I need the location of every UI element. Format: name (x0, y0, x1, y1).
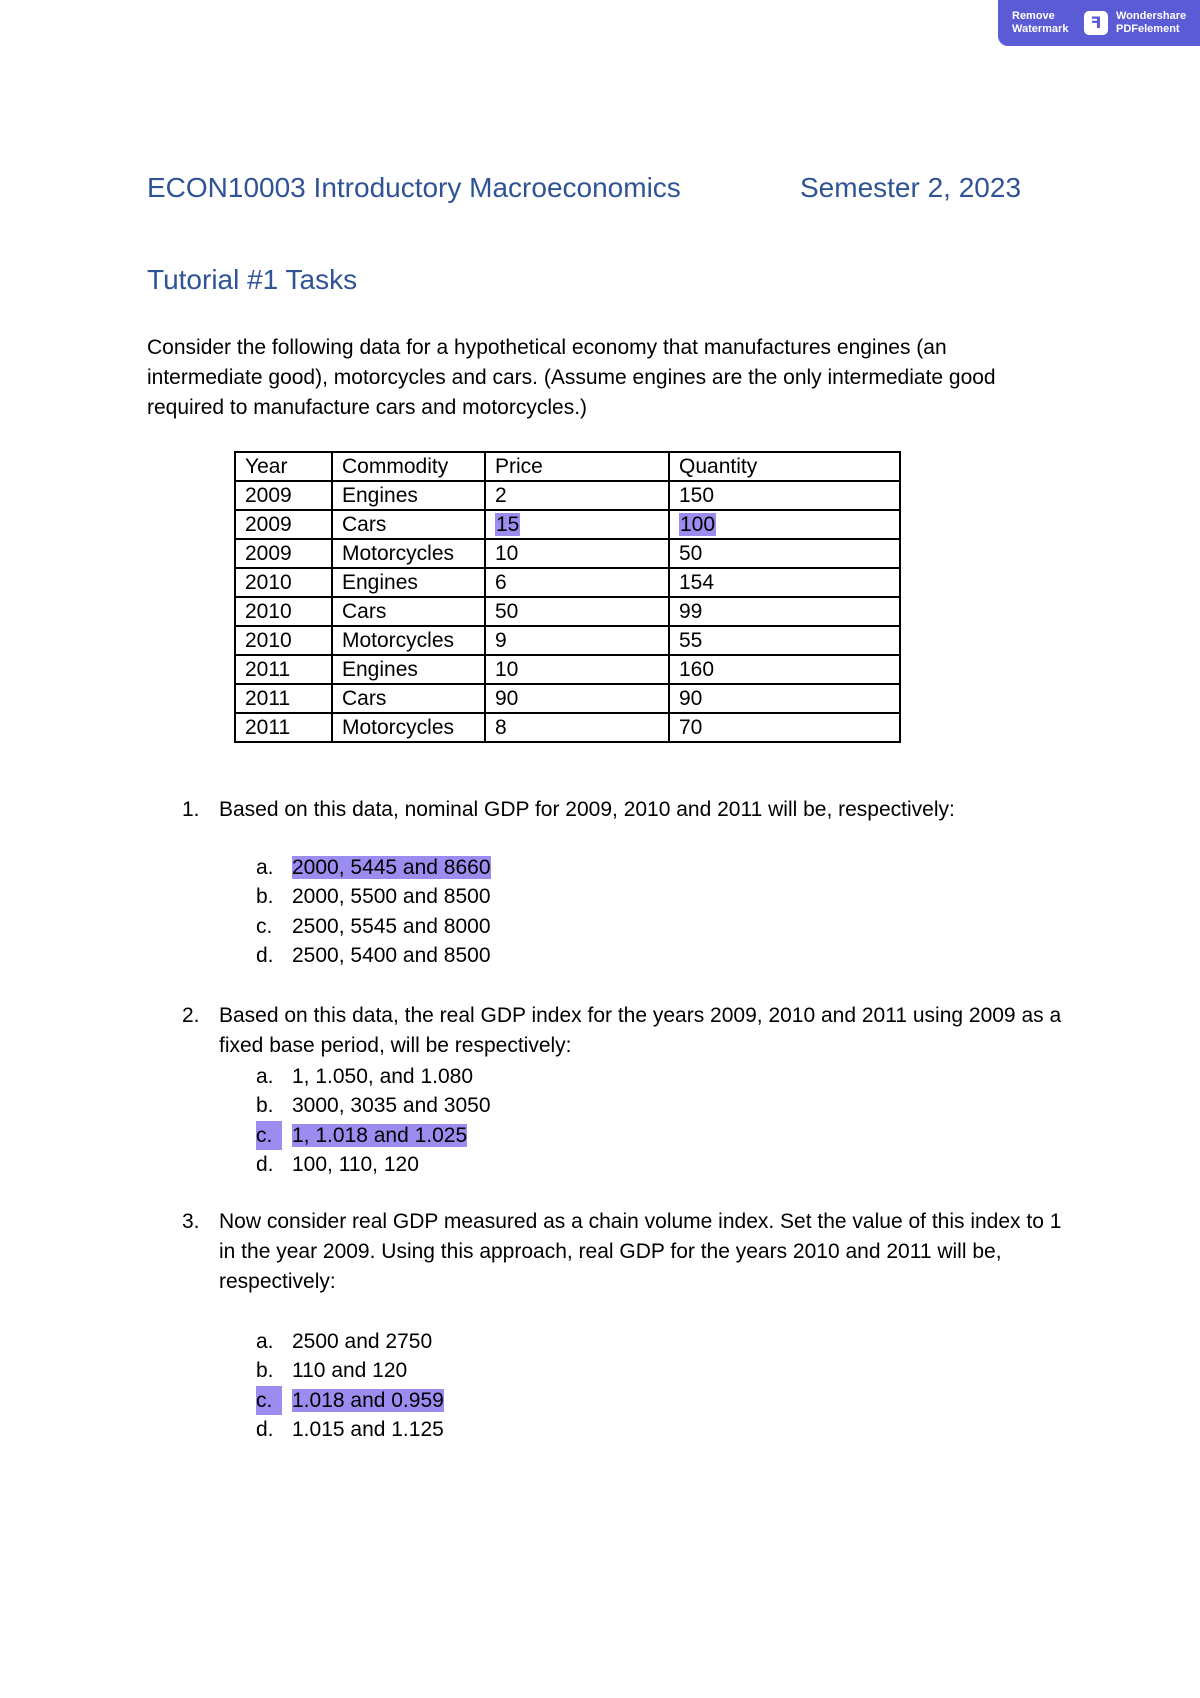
course-title: ECON10003 Introductory Macroeconomics (147, 172, 681, 203)
option-letter: a. (256, 1330, 274, 1353)
option-text: 2500, 5400 and 8500 (292, 943, 491, 967)
option-text: 110 and 120 (292, 1359, 408, 1383)
cell-year: 2009 (235, 539, 332, 568)
cell-quantity: 150 (669, 481, 900, 510)
watermark-brand: Wondershare PDFelement (1116, 10, 1187, 35)
question-3-options (256, 1327, 444, 1444)
option-letter: a. (256, 856, 274, 879)
option-text: 1.018 and 0.959 (292, 1388, 444, 1412)
cell-price: 90 (485, 684, 669, 713)
option-text: 1, 1.018 and 1.025 (292, 1123, 468, 1147)
cell-year: 2010 (235, 568, 332, 597)
intro-paragraph: Consider the following data for a hypothetical economy that manufactures engines (an intermediate good), motorcycles and cars. (Assume engines are the only intermediate good required to manufacture cars and motorcycles.) (147, 336, 996, 419)
cell-price: 2 (485, 481, 669, 510)
option-letter: c. (256, 1386, 282, 1415)
option-c[interactable] (256, 1121, 491, 1150)
cell-price: 6 (485, 568, 669, 597)
question-text (182, 1207, 1062, 1297)
header-commodity: Commodity (332, 452, 485, 481)
question-1-options (256, 853, 491, 970)
question-number: 3. (182, 1210, 200, 1233)
question-1 (182, 795, 1062, 825)
option-b[interactable] (256, 882, 491, 911)
question-2 (182, 1001, 1062, 1061)
cell-quantity: 50 (669, 539, 900, 568)
cell-price: 10 (485, 655, 669, 684)
cell-quantity (669, 510, 900, 539)
cell-quantity: 154 (669, 568, 900, 597)
watermark-banner[interactable] (998, 0, 1200, 46)
cell-year: 2009 (235, 510, 332, 539)
table-row (235, 713, 900, 742)
cell-year: 2011 (235, 684, 332, 713)
option-text: 1, 1.050, and 1.080 (292, 1065, 473, 1088)
cell-year: 2010 (235, 626, 332, 655)
cell-price: 50 (485, 597, 669, 626)
option-text: 2000, 5500 and 8500 (292, 885, 491, 909)
cell-quantity: 90 (669, 684, 900, 713)
header-year: Year (235, 452, 332, 481)
cell-quantity: 160 (669, 655, 900, 684)
question-body: Based on this data, nominal GDP for 2009, 2010 and 2011 will be, respectively: (219, 798, 955, 821)
option-c[interactable] (256, 1386, 444, 1415)
table-row (235, 655, 900, 684)
question-number: 2. (182, 1004, 200, 1027)
option-d[interactable] (256, 1415, 444, 1444)
option-d[interactable] (256, 1150, 491, 1179)
option-a[interactable] (256, 853, 491, 882)
question-number: 1. (182, 798, 200, 821)
option-d[interactable] (256, 941, 491, 970)
cell-price: 9 (485, 626, 669, 655)
option-text: 1.015 and 1.125 (292, 1417, 444, 1441)
option-b[interactable] (256, 1356, 444, 1385)
highlighted-value: 15 (496, 512, 520, 536)
pdfelement-logo-icon: ꟻ (1084, 11, 1108, 35)
cell-year: 2011 (235, 713, 332, 742)
question-body: Now consider real GDP measured as a chain volume index. Set the value of this index to 1 in the year 2009. Using this approach, real GDP for the years 2010 and 2011 will be, respectively: (219, 1210, 1062, 1293)
option-letter: d. (256, 1417, 274, 1441)
cell-commodity: Engines (332, 481, 485, 510)
option-a[interactable] (256, 1062, 491, 1091)
question-text (182, 1001, 1062, 1061)
cell-commodity: Motorcycles (332, 626, 485, 655)
cell-year: 2009 (235, 481, 332, 510)
table-row (235, 481, 900, 510)
table-row (235, 597, 900, 626)
option-text: 2000, 5445 and 8660 (292, 856, 491, 879)
header-price: Price (485, 452, 669, 481)
cell-commodity: Engines (332, 568, 485, 597)
header-quantity: Quantity (669, 452, 900, 481)
cell-price: 8 (485, 713, 669, 742)
table-row (235, 684, 900, 713)
cell-quantity: 55 (669, 626, 900, 655)
cell-quantity: 99 (669, 597, 900, 626)
option-letter: c. (256, 914, 273, 938)
cell-price: 10 (485, 539, 669, 568)
table-row (235, 568, 900, 597)
option-text: 2500 and 2750 (292, 1330, 433, 1353)
cell-year: 2011 (235, 655, 332, 684)
option-c[interactable] (256, 912, 491, 941)
remove-watermark-button[interactable]: Remove Watermark (1012, 10, 1069, 35)
highlighted-value: 100 (680, 512, 716, 536)
data-table (234, 451, 901, 743)
semester-label: Semester 2, 2023 (800, 172, 1022, 203)
cell-price (485, 510, 669, 539)
option-letter: b. (256, 885, 274, 909)
table-row (235, 539, 900, 568)
cell-year: 2010 (235, 597, 332, 626)
question-2-options (256, 1062, 491, 1179)
option-letter: b. (256, 1359, 274, 1383)
question-body: Based on this data, the real GDP index for the years 2009, 2010 and 2011 using 2009 as a fixed base period, will be respectively: (219, 1004, 1062, 1057)
cell-commodity: Motorcycles (332, 713, 485, 742)
question-3 (182, 1207, 1062, 1297)
cell-quantity: 70 (669, 713, 900, 742)
option-letter: d. (256, 1152, 274, 1176)
option-letter: c. (256, 1121, 282, 1150)
cell-commodity: Motorcycles (332, 539, 485, 568)
option-b[interactable] (256, 1091, 491, 1120)
page-title: Tutorial #1 Tasks (147, 264, 358, 295)
question-text (182, 795, 1062, 825)
cell-commodity: Cars (332, 510, 485, 539)
option-text: 100, 110, 120 (292, 1152, 419, 1176)
cell-commodity: Cars (332, 597, 485, 626)
option-letter: a. (256, 1065, 274, 1088)
option-text: 2500, 5545 and 8000 (292, 914, 491, 938)
option-letter: d. (256, 943, 274, 967)
option-text: 3000, 3035 and 3050 (292, 1094, 491, 1118)
table-row (235, 510, 900, 539)
cell-commodity: Cars (332, 684, 485, 713)
cell-commodity: Engines (332, 655, 485, 684)
option-letter: b. (256, 1094, 274, 1118)
table-row (235, 626, 900, 655)
table-header-row (235, 452, 900, 481)
option-a[interactable] (256, 1327, 444, 1356)
